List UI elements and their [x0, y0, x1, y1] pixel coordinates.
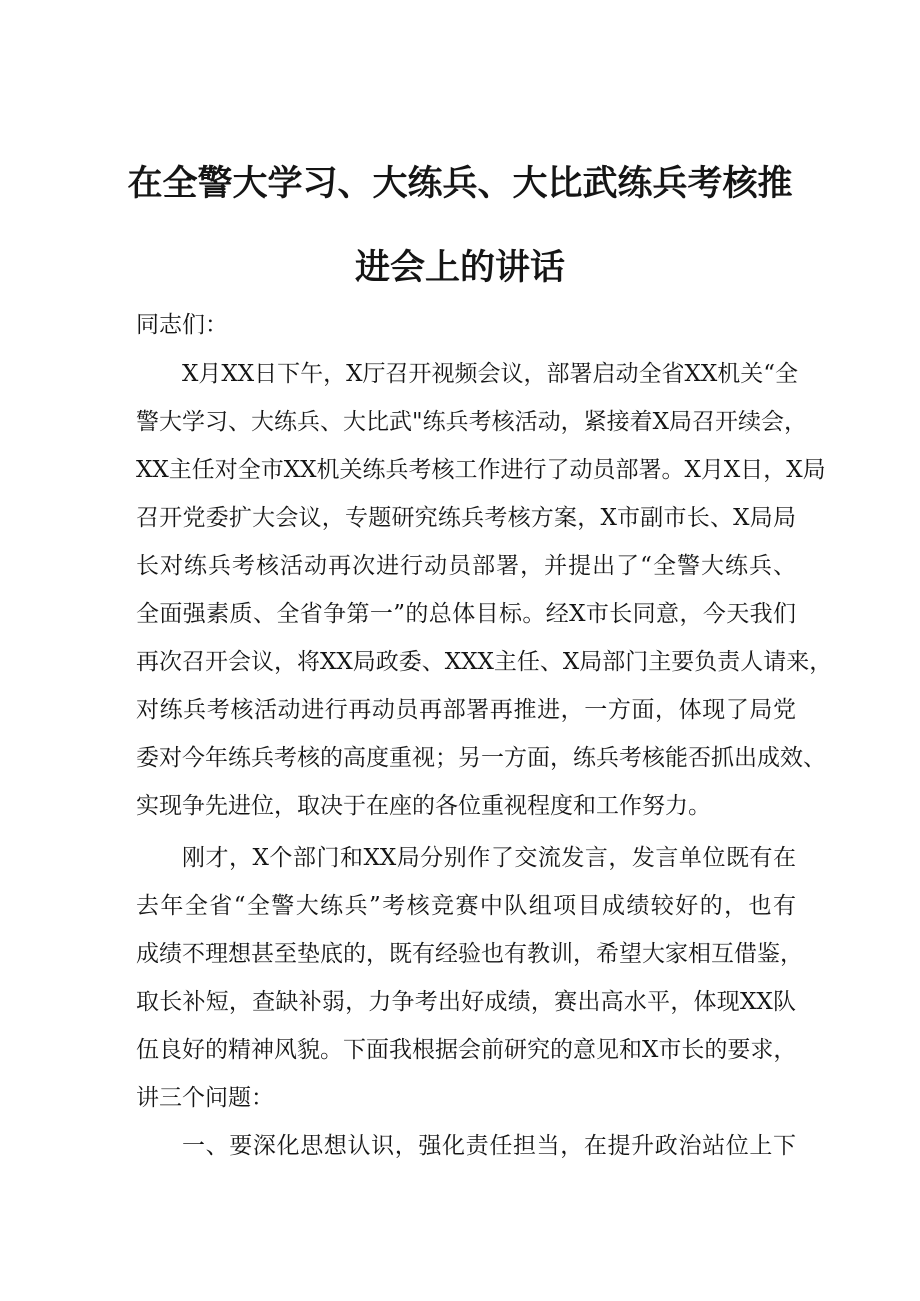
paragraph-line: XX主任对全市XX机关练兵考核工作进行了动员部署。X月X日，X局 — [136, 457, 826, 483]
paragraph-line: 全面强素质、全省争第一”的总体目标。经X市长同意，今天我们 — [136, 601, 796, 627]
paragraph-line: 伍良好的精神风貌。下面我根据会前研究的意见和X市长的要求， — [136, 1037, 797, 1063]
paragraph-line: 再次召开会议，将XX局政委、XXX主任、X局部门主要负责人请来， — [136, 649, 833, 675]
paragraph-line: 取长补短，查缺补弱，力争考出好成绩，赛出高水平，体现XX队 — [136, 989, 796, 1015]
paragraph-line: 召开党委扩大会议，专题研究练兵考核方案，X市副市长、X局局 — [136, 505, 796, 531]
paragraph-line: 对练兵考核活动进行再动员再部署再推进，一方面，体现了局党 — [136, 697, 796, 723]
document-title-line-1: 在全警大学习、大练兵、大比武练兵考核推 — [127, 164, 793, 204]
paragraph-line: X月XX日下午，X厅召开视频会议，部署启动全省XX机关“全 — [182, 361, 799, 387]
paragraph-line: 委对今年练兵考核的高度重视；另一方面，练兵考核能否抓出成效、 — [136, 745, 826, 771]
paragraph-line: 成绩不理想甚至垫底的，既有经验也有教训，希望大家相互借鉴， — [136, 941, 803, 967]
salutation: 同志们： — [136, 312, 228, 338]
paragraph-line: 实现争先进位，取决于在座的各位重视程度和工作努力。 — [136, 793, 711, 819]
paragraph-line: 讲三个问题： — [136, 1085, 274, 1111]
paragraph-line: 去年全省“全警大练兵”考核竞赛中队组项目成绩较好的，也有 — [136, 893, 796, 919]
paragraph-line: 警大学习、大练兵、大比武"练兵考核活动，紧接着X局召开续会， — [136, 409, 807, 435]
document-title-line-2: 进会上的讲话 — [354, 248, 565, 288]
paragraph-line: 长对练兵考核活动再次进行动员部署，并提出了“全警大练兵、 — [136, 553, 796, 579]
paragraph-line: 刚才，X个部门和XX局分别作了交流发言，发言单位既有在 — [182, 845, 796, 871]
section-heading-1: 一、要深化思想认识，强化责任担当，在提升政治站位上下 — [182, 1133, 796, 1159]
